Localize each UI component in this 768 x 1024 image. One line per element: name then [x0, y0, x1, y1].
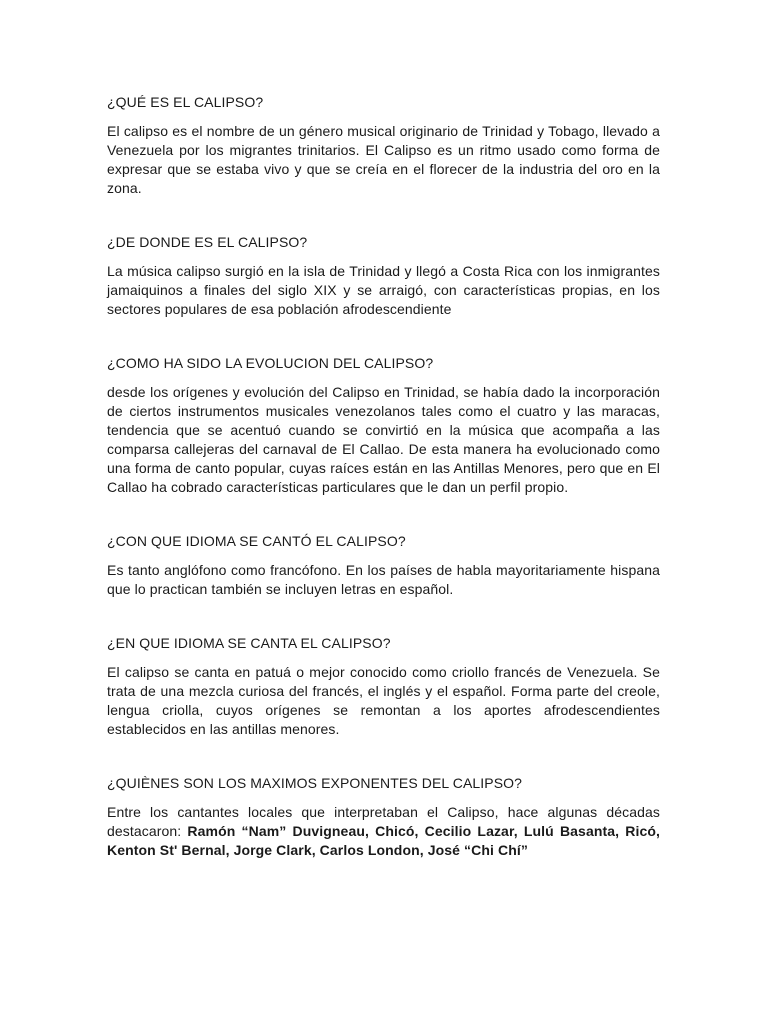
section-body [107, 803, 660, 860]
section-body: desde los orígenes y evolución del Calipso en Trinidad, se había dado la incorporación de ciertos instrumentos musicales venezolanos tales como el cuatro y las maracas, tendencia que se acentuó cuando se convirtió en la música que acompaña a las comparsa callejeras del carnaval de El Callao. De esta manera ha evolucionado como una forma de canto popular, cuyas raíces están en las Antillas Menores, pero que en El Callao ha cobrado características particulares que le dan un perfil propio. [107, 384, 660, 495]
section-body: La música calipso surgió en la isla de Trinidad y llegó a Costa Rica con los inmigrantes jamaiquinos a finales del siglo XIX y se arraigó, con características propias, en los sectores populares de esa población afrodescendiente [107, 263, 660, 317]
section-exponentes [107, 773, 660, 860]
document-page [107, 92, 660, 894]
section-idioma-canto [107, 531, 660, 599]
section-idioma-canta [107, 633, 660, 739]
section-evolucion [107, 353, 660, 497]
section-heading: ¿DE DONDE ES EL CALIPSO? [107, 234, 308, 250]
exponents-list: Ramón “Nam” Duvigneau, Chicó, Cecilio Lazar, Lulú Basanta, Ricó, Kenton St' Bernal, Jorge Clark, Carlos London, José “Chi Chí” [107, 823, 660, 858]
section-heading: ¿CON QUE IDIOMA SE CANTÓ EL CALIPSO? [107, 533, 406, 549]
section-que-es [107, 92, 660, 198]
section-heading: ¿COMO HA SIDO LA EVOLUCION DEL CALIPSO? [107, 355, 434, 371]
section-body: El calipso es el nombre de un género musical originario de Trinidad y Tobago, llevado a Venezuela por los migrantes trinitarios. El Calipso es un ritmo usado como forma de expresar que se estaba vivo y que se creía en el florecer de la industria del oro en la zona. [107, 123, 660, 196]
section-heading: ¿QUIÈNES SON LOS MAXIMOS EXPONENTES DEL CALIPSO? [107, 775, 523, 791]
section-body: Es tanto anglófono como francófono. En los países de habla mayoritariamente hispana que lo practican también se incluyen letras en español. [107, 562, 660, 597]
section-body: El calipso se canta en patuá o mejor conocido como criollo francés de Venezuela. Se trata de una mezcla curiosa del francés, el inglés y el español. Forma parte del creole, lengua criolla, cuyos orígenes se remontan a los aportes afrodescendientes establecidos en las antillas menores. [107, 664, 660, 737]
section-heading: ¿QUÉ ES EL CALIPSO? [107, 94, 264, 110]
section-de-donde [107, 232, 660, 319]
section-heading: ¿EN QUE IDIOMA SE CANTA EL CALIPSO? [107, 635, 391, 651]
section-body-intro: Entre los cantantes locales que interpretaban el Calipso, hace algunas décadas destacaron: [107, 804, 660, 839]
